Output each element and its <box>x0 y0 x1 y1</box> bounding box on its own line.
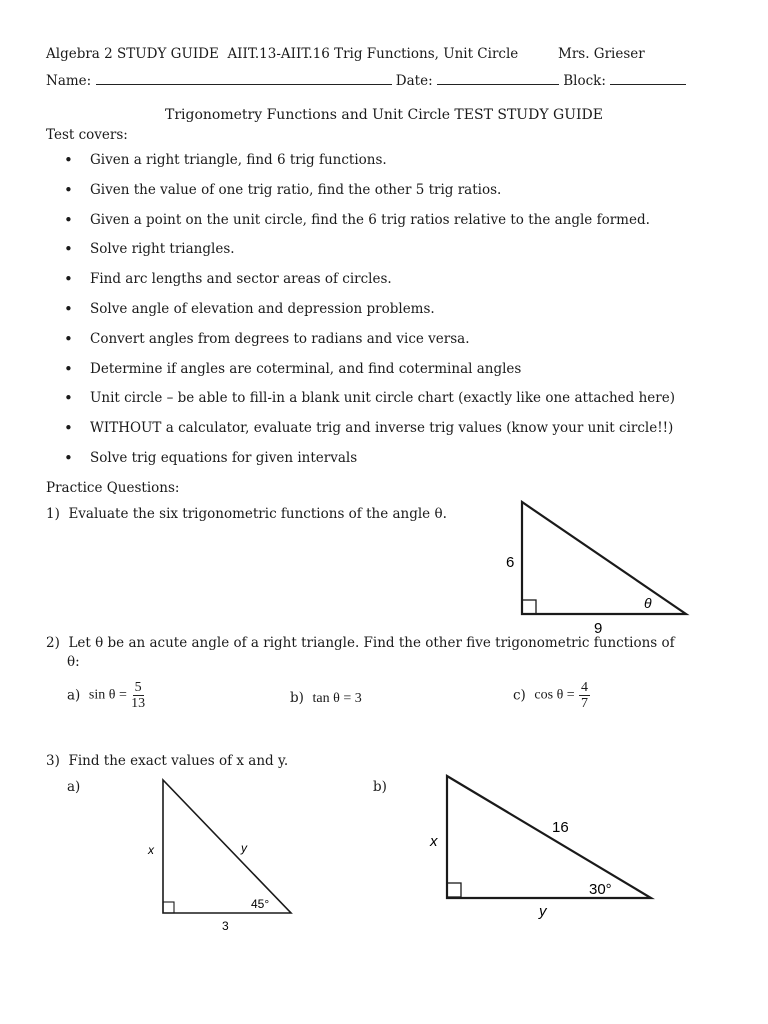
list-item: • Find arc lengths and sector areas of circles. <box>48 269 675 299</box>
list-item: • Given a right triangle, find 6 trig functions. <box>48 150 675 180</box>
q3a-triangle <box>140 774 310 938</box>
question-2-number: 2) <box>46 635 60 651</box>
list-item: • Determine if angles are coterminal, and find coterminal angles <box>48 359 675 389</box>
q3a-side-vertical: x <box>148 843 154 857</box>
q2-part-b-expr: tan θ = 3 <box>312 691 362 706</box>
block-blank[interactable] <box>610 72 686 85</box>
q3b-triangle <box>425 770 665 920</box>
q1-side-vertical: 6 <box>506 554 515 571</box>
q2-part-a-lhs: sin θ = <box>88 687 127 703</box>
q2-part-b-label: b) <box>290 690 304 706</box>
list-item: • Solve trig equations for given intervals <box>48 448 675 478</box>
q3-part-b-label: b) <box>373 779 387 795</box>
q1-triangle <box>500 496 700 636</box>
q2-part-c-lhs: cos θ = <box>534 687 575 703</box>
block-label: Block: <box>563 73 606 89</box>
date-label: Date: <box>395 73 433 89</box>
question-2 <box>46 635 675 651</box>
list-item: • Solve angle of elevation and depression problems. <box>48 299 675 329</box>
q3a-angle-label: 45° <box>251 897 270 911</box>
practice-label: Practice Questions: <box>46 480 180 496</box>
q2-part-a <box>67 680 145 711</box>
course-name: Algebra 2 STUDY GUIDE <box>46 46 219 62</box>
q2-part-c-numerator: 4 <box>580 680 588 695</box>
name-blank[interactable] <box>96 72 392 85</box>
q3-part-a-label: a) <box>67 779 81 795</box>
q2-part-a-denominator: 13 <box>131 696 146 711</box>
date-blank[interactable] <box>437 72 559 85</box>
test-covers-label: Test covers: <box>46 127 128 143</box>
q1-side-horizontal: 9 <box>594 620 603 636</box>
list-item: • Given a point on the unit circle, find the 6 trig ratios relative to the angle formed. <box>48 210 675 240</box>
name-date-block-line <box>46 72 686 89</box>
q1-angle-label: θ <box>644 595 652 611</box>
question-2-text-cont: θ: <box>67 654 80 670</box>
list-item: • Convert angles from degrees to radians and vice versa. <box>48 329 675 359</box>
list-item: • Unit circle – be able to fill-in a blank unit circle chart (exactly like one attached here) <box>48 388 675 418</box>
q2-part-a-label: a) <box>67 687 81 704</box>
q3b-side-horizontal: y <box>539 903 547 920</box>
teacher-name: Mrs. Grieser <box>558 46 645 62</box>
list-item: • Solve right triangles. <box>48 239 675 269</box>
question-2-text: Let θ be an acute angle of a right triangle. Find the other five trigonometric functions of <box>68 635 675 651</box>
course-title <box>46 46 518 62</box>
q3b-angle-label: 30° <box>589 881 612 898</box>
question-3-number: 3) <box>46 753 60 769</box>
q3b-side-vertical: x <box>430 833 438 850</box>
q2-part-c <box>513 680 590 711</box>
question-1 <box>46 506 447 522</box>
q2-part-c-label: c) <box>513 687 526 704</box>
q2-part-c-denominator: 7 <box>580 696 588 711</box>
question-3 <box>46 753 288 769</box>
page-title: Trigonometry Functions and Unit Circle TEST STUDY GUIDE <box>165 107 603 123</box>
q3a-side-horizontal: 3 <box>222 919 229 933</box>
q3a-hypotenuse: y <box>241 841 247 855</box>
list-item: • WITHOUT a calculator, evaluate trig and inverse trig values (know your unit circle!!) <box>48 418 675 448</box>
test-covers-list <box>48 150 675 478</box>
question-1-text: Evaluate the six trigonometric functions of the angle θ. <box>68 506 447 522</box>
list-item: • Given the value of one trig ratio, find the other 5 trig ratios. <box>48 180 675 210</box>
name-label: Name: <box>46 73 92 89</box>
q2-part-b <box>290 690 362 707</box>
standards: AIIT.13-AIIT.16 Trig Functions, Unit Circle <box>227 46 519 62</box>
q3b-hypotenuse: 16 <box>552 819 569 836</box>
q2-part-a-numerator: 5 <box>134 680 142 695</box>
question-3-text: Find the exact values of x and y. <box>68 753 289 769</box>
question-1-number: 1) <box>46 506 60 522</box>
